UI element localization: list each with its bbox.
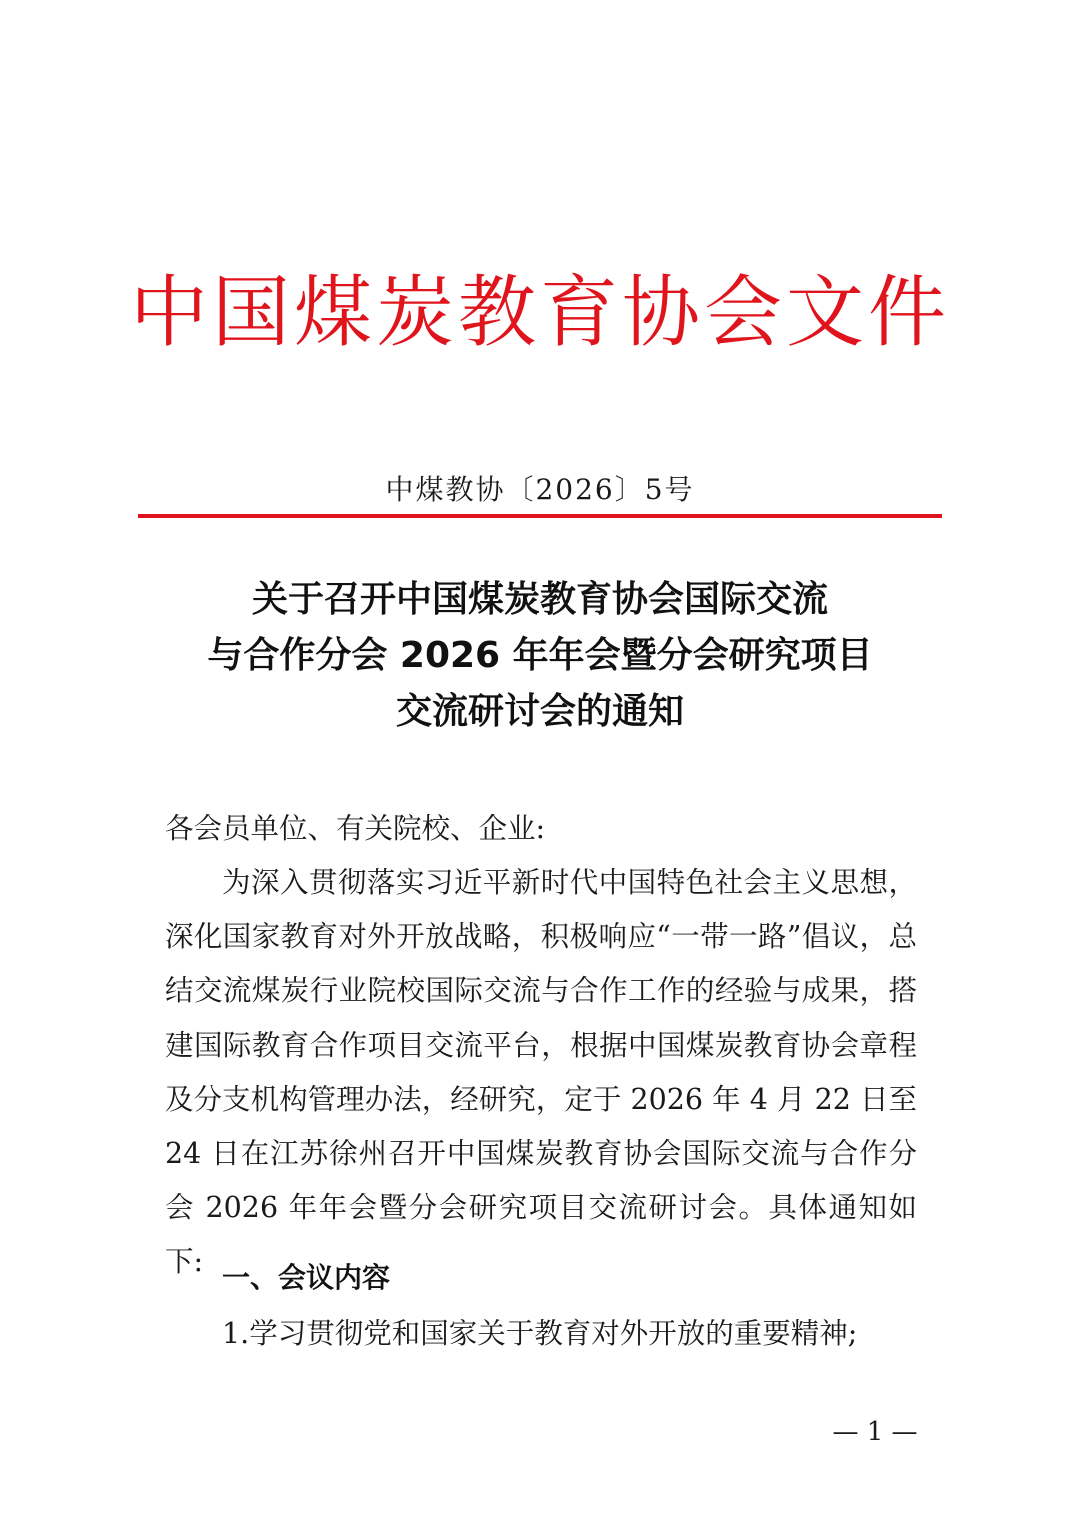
notice-title-line: 关于召开中国煤炭教育协会国际交流 bbox=[251, 579, 828, 620]
document-header-title: 中国煤炭教育协会文件 bbox=[129, 268, 950, 358]
section-heading: 一、会议内容 bbox=[222, 1261, 391, 1294]
document-number: 中煤教协〔2026〕5号 bbox=[385, 473, 695, 506]
notice-title-line: 与合作分会 2026 年年会暨分会研究项目 bbox=[207, 635, 873, 676]
list-item: 1.学习贯彻党和国家关于教育对外开放的重要精神; bbox=[222, 1317, 858, 1350]
notice-title-line: 交流研讨会的通知 bbox=[395, 691, 684, 732]
page-number: — 1 — bbox=[832, 1417, 918, 1447]
body-paragraph: 为深入贯彻落实习近平新时代中国特色社会主义思想，深化国家教育对外开放战略，积极响应“一带一路”倡议，总结交流煤炭行业院校国际交流与合作工作的经验与成果，搭建国际教育合作项目交流平台，根据中国煤炭教育协会章程及分支机构管理办法，经研究，定于 2026 年 4 月 22 日至 24 日在江苏徐州召开中国煤炭教育协会国际交流与合作分会 2026 年年会暨分会研究项目交流研讨会。具体通知如下: bbox=[165, 866, 917, 1279]
salutation: 各会员单位、有关院校、企业: bbox=[165, 812, 546, 845]
red-separator-line bbox=[138, 514, 942, 518]
notice-title bbox=[0, 572, 1080, 740]
